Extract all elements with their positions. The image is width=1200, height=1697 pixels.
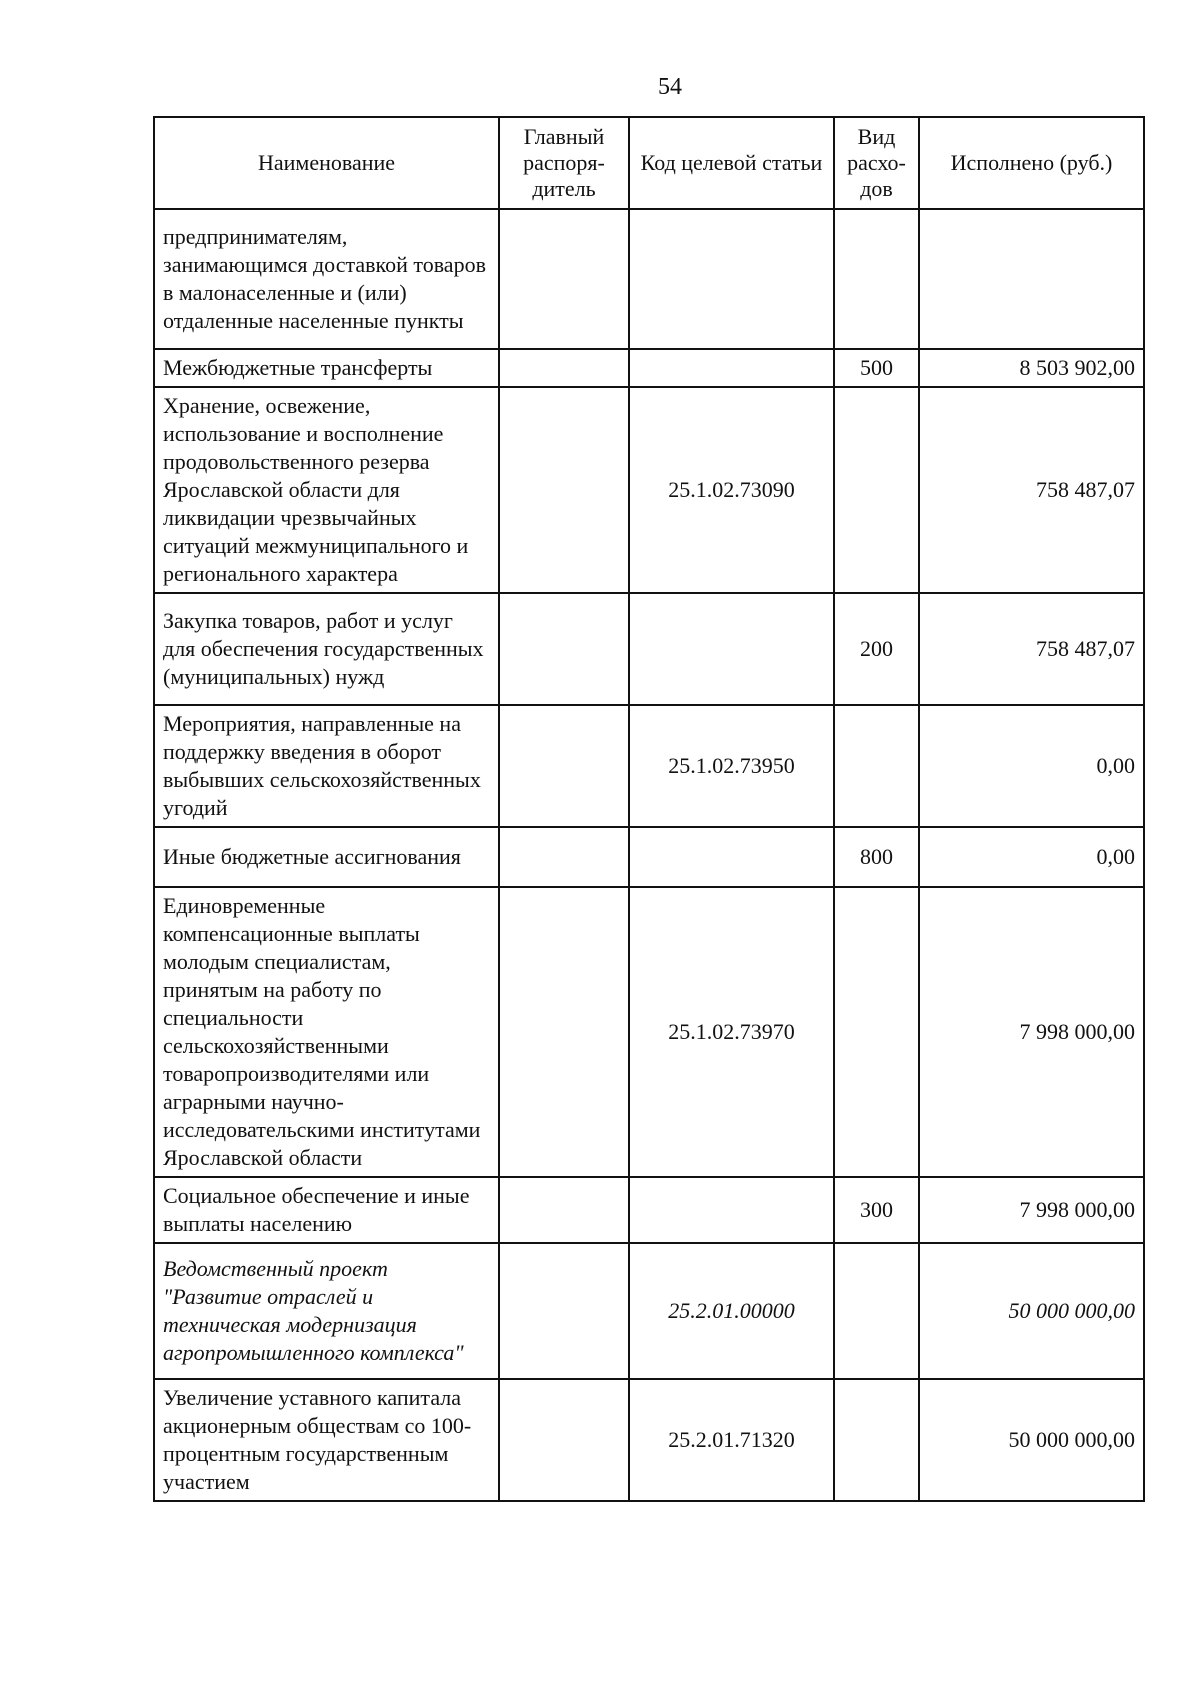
row-code-cell <box>629 209 834 349</box>
header-name: Наименование <box>154 117 499 209</box>
row-name-cell: Мероприятия, направленные на поддержку введения в оборот выбывших сельскохозяйственных угодий <box>154 705 499 827</box>
table-row <box>154 387 1144 593</box>
row-code-cell <box>629 593 834 705</box>
row-name-cell: Увеличение уставного капитала акционерным обществам со 100-процентным государственным участием <box>154 1379 499 1501</box>
header-amount: Исполнено (руб.) <box>919 117 1144 209</box>
row-code-cell <box>629 349 834 387</box>
row-kind-cell: 500 <box>834 349 919 387</box>
table-row <box>154 1243 1144 1379</box>
row-kind-cell <box>834 705 919 827</box>
table-row <box>154 593 1144 705</box>
row-amount-cell: 7 998 000,00 <box>919 887 1144 1177</box>
row-name-cell: Закупка товаров, работ и услуг для обеспечения государственных (муниципальных) нужд <box>154 593 499 705</box>
row-kind-cell <box>834 387 919 593</box>
budget-table <box>153 116 1145 1502</box>
row-name-cell: Единовременные компенсационные выплаты молодым специалистам, принятым на работу по специальности сельскохозяйственными товаропроизводителями или аграрными научно-исследовательскими институтами Ярославской области <box>154 887 499 1177</box>
table-row <box>154 1379 1144 1501</box>
table-row <box>154 887 1144 1177</box>
header-manager: Главный распоря-дитель <box>499 117 629 209</box>
row-code-cell: 25.1.02.73090 <box>629 387 834 593</box>
row-manager-cell <box>499 887 629 1177</box>
header-code: Код целевой статьи <box>629 117 834 209</box>
row-name-cell: Межбюджетные трансферты <box>154 349 499 387</box>
row-manager-cell <box>499 593 629 705</box>
row-name-cell: Иные бюджетные ассигнования <box>154 827 499 887</box>
row-name-cell: Хранение, освежение, использование и восполнение продовольственного резерва Ярославской области для ликвидации чрезвычайных ситуаций межмуниципального и регионального характера <box>154 387 499 593</box>
row-kind-cell <box>834 1243 919 1379</box>
header-kind: Вид расхо-дов <box>834 117 919 209</box>
row-amount-cell: 758 487,07 <box>919 593 1144 705</box>
row-manager-cell <box>499 387 629 593</box>
row-manager-cell <box>499 827 629 887</box>
row-kind-cell <box>834 887 919 1177</box>
row-kind-cell <box>834 1379 919 1501</box>
row-manager-cell <box>499 1379 629 1501</box>
row-code-cell <box>629 827 834 887</box>
row-kind-cell: 300 <box>834 1177 919 1243</box>
row-amount-cell: 0,00 <box>919 827 1144 887</box>
page-number: 54 <box>658 74 682 100</box>
row-name-cell: Социальное обеспечение и иные выплаты населению <box>154 1177 499 1243</box>
row-amount-cell: 8 503 902,00 <box>919 349 1144 387</box>
row-manager-cell <box>499 1177 629 1243</box>
row-amount-cell: 50 000 000,00 <box>919 1379 1144 1501</box>
row-kind-cell: 200 <box>834 593 919 705</box>
table-row <box>154 1177 1144 1243</box>
row-manager-cell <box>499 705 629 827</box>
row-manager-cell <box>499 209 629 349</box>
row-amount-cell: 758 487,07 <box>919 387 1144 593</box>
table-row <box>154 705 1144 827</box>
row-code-cell: 25.2.01.71320 <box>629 1379 834 1501</box>
row-amount-cell: 50 000 000,00 <box>919 1243 1144 1379</box>
table-row <box>154 349 1144 387</box>
row-code-cell: 25.1.02.73970 <box>629 887 834 1177</box>
row-name-cell: Ведомственный проект "Развитие отраслей и техническая модернизация агропромышленного комплекса" <box>154 1243 499 1379</box>
row-kind-cell <box>834 209 919 349</box>
row-manager-cell <box>499 1243 629 1379</box>
row-name-cell: предпринимателям, занимающимся доставкой товаров в малонаселенные и (или) отдаленные населенные пункты <box>154 209 499 349</box>
row-code-cell <box>629 1177 834 1243</box>
row-manager-cell <box>499 349 629 387</box>
row-kind-cell: 800 <box>834 827 919 887</box>
table-header-row <box>154 117 1144 209</box>
row-amount-cell <box>919 209 1144 349</box>
table-body <box>154 209 1144 1501</box>
row-code-cell: 25.1.02.73950 <box>629 705 834 827</box>
row-code-cell: 25.2.01.00000 <box>629 1243 834 1379</box>
table-row <box>154 209 1144 349</box>
row-amount-cell: 0,00 <box>919 705 1144 827</box>
table-row <box>154 827 1144 887</box>
row-amount-cell: 7 998 000,00 <box>919 1177 1144 1243</box>
